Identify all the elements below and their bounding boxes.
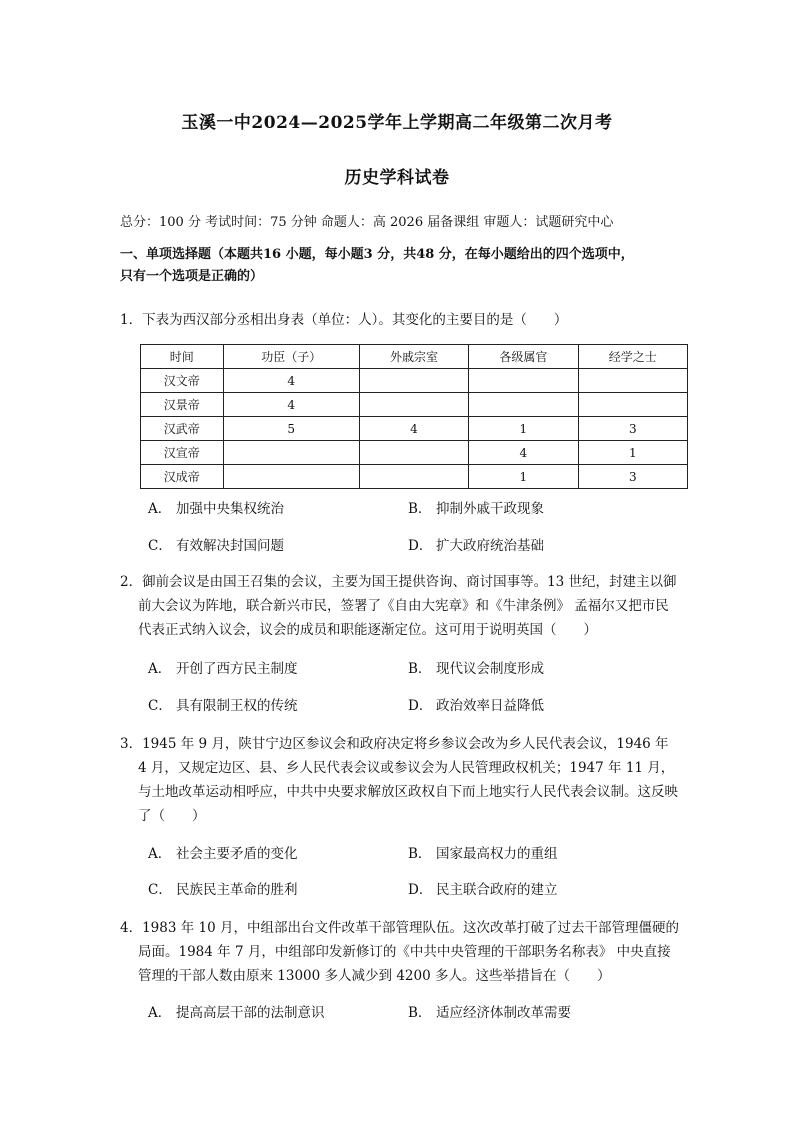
table-cell (578, 369, 687, 393)
table-cell: 4 (223, 369, 359, 393)
question-3-stem: 3．1945 年 9 月，陕甘宁边区参议会和政府决定将乡参议会改为乡人民代表会议，1946 年 4 月，又规定边区、县、乡人民代表会议或参议会为人民管理政权机关；1947 年 11 月，与土地改革运动相呼应，中共中央要求解放区政权自下而上地实行人民代表会议制。这反映了（ ） (120, 736, 678, 824)
table-header-cell: 功臣（子） (223, 345, 359, 369)
table-header-cell: 经学之士 (578, 345, 687, 369)
question-2-stem: 2．御前会议是由国王召集的会议，主要为国王提供咨询、商讨国事等。13 世纪，封建主以御前大会议为阵地，联合新兴市民，签署了《自由大宪章》和《牛津条例》 孟福尔又把市民代表正式纳入议会，议会的成员和职能逐渐定位。这可用于说明英国（ ） (120, 574, 677, 638)
option-a: A． 加强中央集权统治 (148, 501, 284, 517)
table-cell: 1 (578, 441, 687, 465)
option-d: D． 民主联合政府的建立 (408, 882, 558, 898)
option-a: A． 社会主要矛盾的变化 (148, 846, 298, 862)
question-4-stem: 4．1983 年 10 月，中组部出台文件改革干部管理队伍。这次改革打破了过去干部管理僵硬的局面。1984 年 7 月，中组部印发新修订的《中共中央管理的干部职务名称表》 中央直接管理的干部人数由原来 13000 多人减少到 4200 多人。这些举措旨在（ ） (120, 920, 679, 984)
option-b: B． 抑制外戚干政现象 (408, 501, 544, 517)
table-cell: 汉成帝 (141, 465, 224, 489)
section-heading-line2: 只有一个选项是正确的） (120, 269, 264, 284)
table-header-row (141, 345, 688, 369)
table-cell: 汉武帝 (141, 417, 224, 441)
table-cell (359, 441, 468, 465)
table-header-cell: 各级属官 (469, 345, 578, 369)
exam-title: 玉溪一中2024—2025学年上学期高二年级第二次月考 (181, 113, 613, 133)
table-row (141, 465, 688, 489)
question-1-stem: 1．下表为西汉部分丞相出身表（单位：人）。其变化的主要目的是（ ） (120, 312, 568, 328)
option-d: D． 扩大政府统治基础 (408, 538, 544, 554)
table-cell (469, 369, 578, 393)
question-3 (120, 732, 680, 828)
section-heading (120, 244, 680, 288)
table-cell: 1 (469, 465, 578, 489)
table-cell: 4 (359, 417, 468, 441)
table-cell: 汉景帝 (141, 393, 224, 417)
table-cell: 4 (223, 393, 359, 417)
exam-meta: 总分：100 分 考试时间：75 分钟 命题人：高 2026 届备课组 审题人：试题研究中心 (120, 215, 614, 230)
question-2 (120, 570, 680, 642)
table-cell: 汉文帝 (141, 369, 224, 393)
table-cell: 3 (578, 417, 687, 441)
option-c: C． 民族民主革命的胜利 (148, 882, 298, 898)
table-cell (469, 393, 578, 417)
exam-subtitle: 历史学科试卷 (344, 168, 450, 188)
table-cell (359, 393, 468, 417)
option-b: B． 国家最高权力的重组 (408, 846, 558, 862)
section-heading-line1: 一、单项选择题（本题共16 小题，每小题3 分，共48 分，在每小题给出的四个选项中， (120, 247, 634, 262)
table-row (141, 441, 688, 465)
table-header-cell: 时间 (141, 345, 224, 369)
table-cell (359, 369, 468, 393)
option-a: A． 提高高层干部的法制意识 (148, 1005, 325, 1021)
question-4-options (148, 1001, 668, 1025)
option-b: B． 现代议会制度形成 (408, 661, 544, 677)
option-a: A． 开创了西方民主制度 (148, 661, 298, 677)
option-b: B． 适应经济体制改革需要 (408, 1005, 571, 1021)
table-row (141, 369, 688, 393)
table-cell: 1 (469, 417, 578, 441)
question-4 (120, 916, 680, 988)
table-cell: 5 (223, 417, 359, 441)
option-d: D． 政治效率日益降低 (408, 698, 544, 714)
question-3-options (148, 842, 668, 902)
question-1 (120, 308, 680, 332)
question-1-table (140, 344, 688, 489)
option-c: C． 有效解决封国问题 (148, 538, 284, 554)
table-cell (223, 441, 359, 465)
table-cell (359, 465, 468, 489)
table-header-cell: 外戚宗室 (359, 345, 468, 369)
table-cell: 汉宣帝 (141, 441, 224, 465)
table-row (141, 417, 688, 441)
table-cell: 3 (578, 465, 687, 489)
question-2-options (148, 657, 668, 717)
table-cell (223, 465, 359, 489)
option-c: C． 具有限制王权的传统 (148, 698, 298, 714)
table-cell (578, 393, 687, 417)
table-row (141, 393, 688, 417)
table-cell: 4 (469, 441, 578, 465)
question-1-options (148, 497, 668, 557)
